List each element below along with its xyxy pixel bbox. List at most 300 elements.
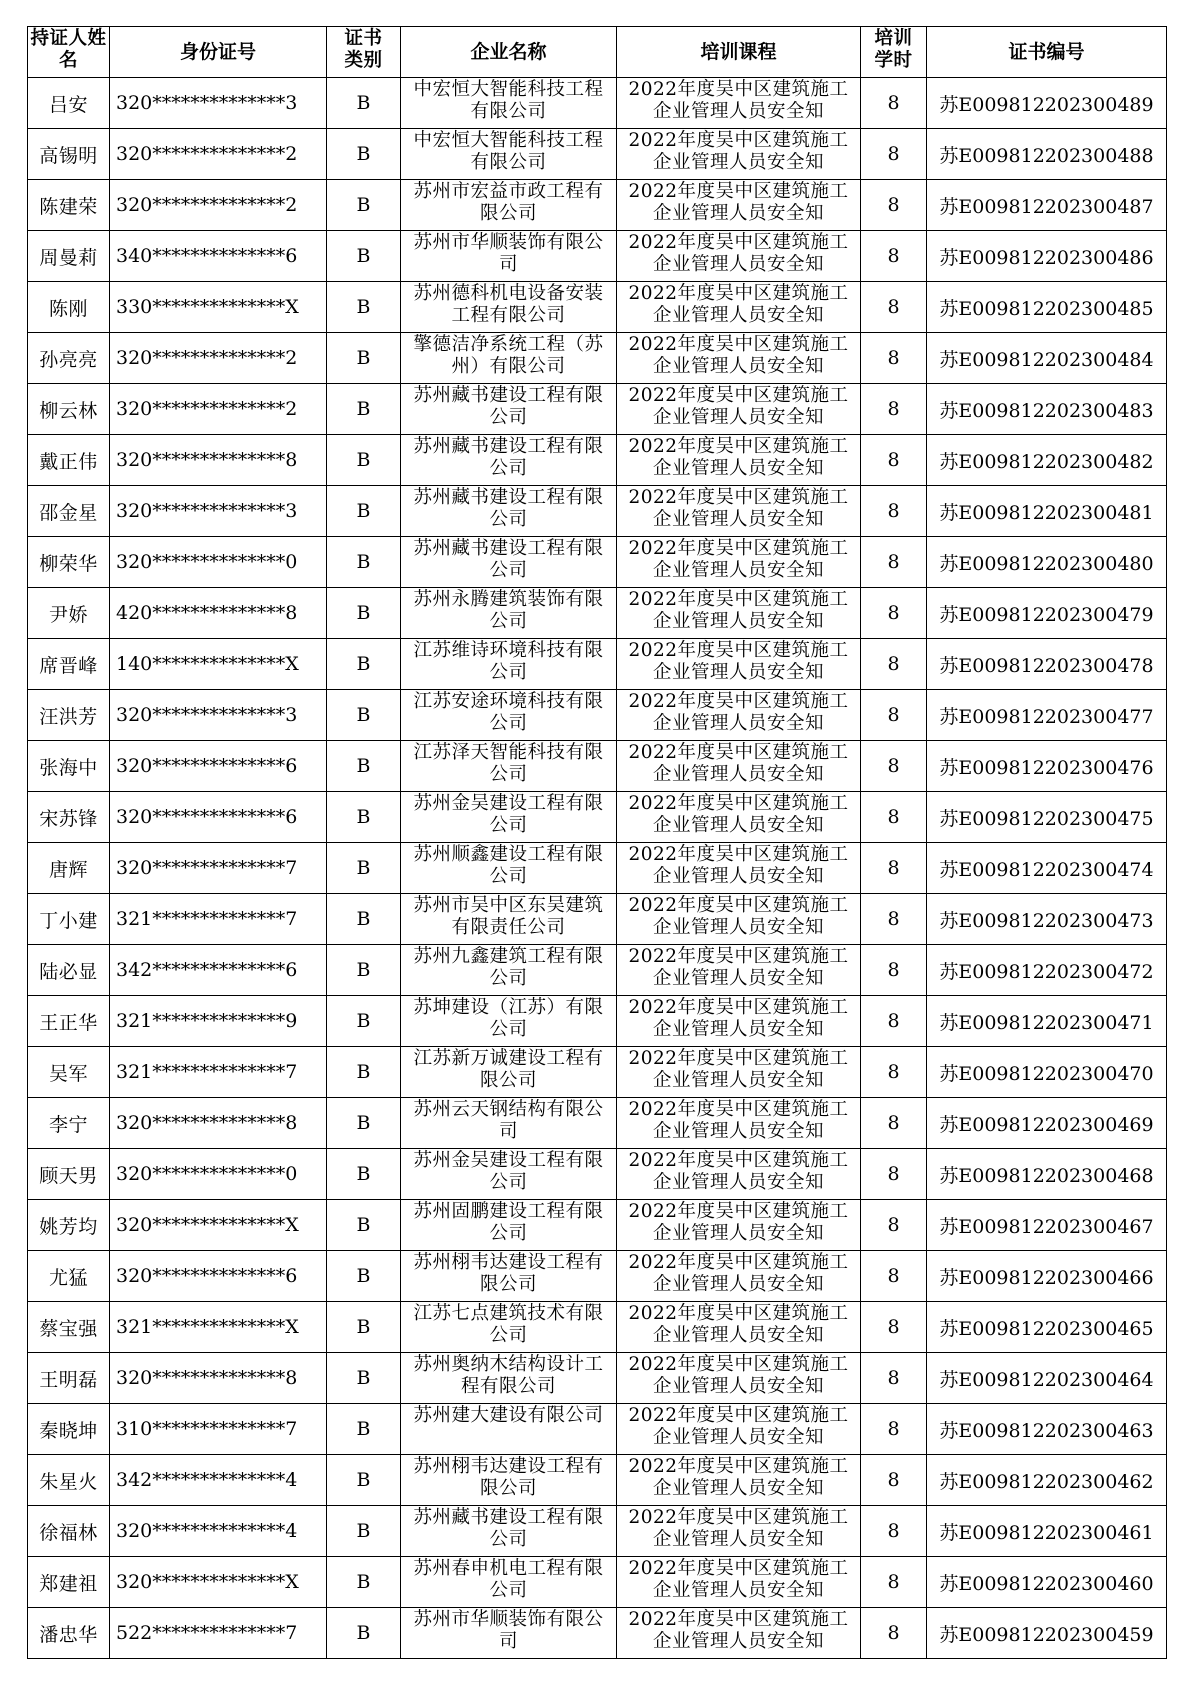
company-name: 苏州市华顺装饰有限公司 bbox=[413, 1609, 604, 1652]
company-name-cell bbox=[401, 180, 617, 231]
table-row bbox=[28, 1047, 1167, 1098]
training-hours-cell: 8 bbox=[861, 894, 927, 945]
certificate-type-cell: B bbox=[327, 282, 401, 333]
training-course: 2022年度吴中区建筑施工企业管理人员安全知 bbox=[628, 538, 849, 581]
training-course-cell bbox=[617, 435, 861, 486]
holder-name-cell: 顾天男 bbox=[28, 1149, 110, 1200]
training-hours-cell: 8 bbox=[861, 741, 927, 792]
table-row bbox=[28, 231, 1167, 282]
company-name: 苏州栩韦达建设工程有限公司 bbox=[413, 1456, 604, 1499]
company-name: 苏州栩韦达建设工程有限公司 bbox=[413, 1252, 604, 1295]
holder-name-cell: 宋苏锋 bbox=[28, 792, 110, 843]
holder-name-cell: 徐福林 bbox=[28, 1506, 110, 1557]
training-hours-cell: 8 bbox=[861, 588, 927, 639]
certificate-type-cell: B bbox=[327, 996, 401, 1047]
id-number-cell: 320**************6 bbox=[110, 792, 327, 843]
certificate-type-cell: B bbox=[327, 384, 401, 435]
training-course-cell bbox=[617, 1302, 861, 1353]
id-number-cell: 320**************6 bbox=[110, 1251, 327, 1302]
header-row bbox=[28, 27, 1167, 78]
certificate-number-cell: 苏E009812202300487 bbox=[927, 180, 1167, 231]
certificate-type-cell: B bbox=[327, 1353, 401, 1404]
training-course: 2022年度吴中区建筑施工企业管理人员安全知 bbox=[628, 1099, 849, 1142]
training-hours-cell: 8 bbox=[861, 792, 927, 843]
id-number-cell: 140**************X bbox=[110, 639, 327, 690]
id-number-cell: 320**************3 bbox=[110, 486, 327, 537]
company-name-cell bbox=[401, 588, 617, 639]
company-name-cell bbox=[401, 792, 617, 843]
table-row bbox=[28, 1200, 1167, 1251]
training-course-cell bbox=[617, 843, 861, 894]
header-cert-no: 证书编号 bbox=[927, 27, 1167, 78]
company-name-cell bbox=[401, 1149, 617, 1200]
certificate-type-cell: B bbox=[327, 180, 401, 231]
table-row bbox=[28, 690, 1167, 741]
training-course-cell bbox=[617, 384, 861, 435]
company-name-cell bbox=[401, 129, 617, 180]
certificate-number-cell: 苏E009812202300470 bbox=[927, 1047, 1167, 1098]
header-hours-label: 培训学时 bbox=[874, 28, 913, 71]
certificate-type-cell: B bbox=[327, 690, 401, 741]
table-row bbox=[28, 1506, 1167, 1557]
training-course-cell bbox=[617, 945, 861, 996]
training-course-cell bbox=[617, 741, 861, 792]
certificate-number-cell: 苏E009812202300482 bbox=[927, 435, 1167, 486]
certificate-number-cell: 苏E009812202300483 bbox=[927, 384, 1167, 435]
certificate-table bbox=[27, 26, 1167, 1659]
training-course: 2022年度吴中区建筑施工企业管理人员安全知 bbox=[628, 385, 849, 428]
company-name-cell bbox=[401, 537, 617, 588]
header-course: 培训课程 bbox=[617, 27, 861, 78]
id-number-cell: 321**************7 bbox=[110, 1047, 327, 1098]
certificate-type-cell: B bbox=[327, 1506, 401, 1557]
company-name-cell bbox=[401, 996, 617, 1047]
training-course-cell bbox=[617, 1557, 861, 1608]
certificate-type-cell: B bbox=[327, 1455, 401, 1506]
certificate-type-cell: B bbox=[327, 333, 401, 384]
certificate-type-cell: B bbox=[327, 1557, 401, 1608]
header-company: 企业名称 bbox=[401, 27, 617, 78]
company-name-cell bbox=[401, 231, 617, 282]
holder-name-cell: 柳荣华 bbox=[28, 537, 110, 588]
company-name-cell bbox=[401, 1302, 617, 1353]
certificate-number-cell: 苏E009812202300474 bbox=[927, 843, 1167, 894]
id-number-cell: 320**************6 bbox=[110, 741, 327, 792]
company-name-cell bbox=[401, 282, 617, 333]
holder-name-cell: 唐辉 bbox=[28, 843, 110, 894]
training-hours-cell: 8 bbox=[861, 843, 927, 894]
company-name-cell bbox=[401, 1404, 617, 1455]
company-name: 苏州藏书建设工程有限公司 bbox=[413, 1507, 604, 1550]
id-number-cell: 420**************8 bbox=[110, 588, 327, 639]
company-name-cell bbox=[401, 78, 617, 129]
certificate-type-cell: B bbox=[327, 1200, 401, 1251]
certificate-number-cell: 苏E009812202300476 bbox=[927, 741, 1167, 792]
holder-name-cell: 丁小建 bbox=[28, 894, 110, 945]
training-course: 2022年度吴中区建筑施工企业管理人员安全知 bbox=[628, 130, 849, 173]
table-row bbox=[28, 1251, 1167, 1302]
holder-name-cell: 陈刚 bbox=[28, 282, 110, 333]
training-hours-cell: 8 bbox=[861, 996, 927, 1047]
certificate-number-cell: 苏E009812202300472 bbox=[927, 945, 1167, 996]
table-row bbox=[28, 996, 1167, 1047]
holder-name-cell: 孙亮亮 bbox=[28, 333, 110, 384]
training-course-cell bbox=[617, 537, 861, 588]
certificate-number-cell: 苏E009812202300481 bbox=[927, 486, 1167, 537]
certificate-number-cell: 苏E009812202300480 bbox=[927, 537, 1167, 588]
training-hours-cell: 8 bbox=[861, 78, 927, 129]
company-name: 江苏泽天智能科技有限公司 bbox=[413, 742, 604, 785]
training-course-cell bbox=[617, 792, 861, 843]
company-name-cell bbox=[401, 1251, 617, 1302]
company-name: 江苏七点建筑技术有限公司 bbox=[413, 1303, 604, 1346]
company-name: 苏州藏书建设工程有限公司 bbox=[413, 487, 604, 530]
company-name-cell bbox=[401, 690, 617, 741]
table-body bbox=[28, 78, 1167, 1659]
id-number-cell: 342**************6 bbox=[110, 945, 327, 996]
training-hours-cell: 8 bbox=[861, 639, 927, 690]
training-course-cell bbox=[617, 1047, 861, 1098]
company-name: 苏州九鑫建筑工程有限公司 bbox=[413, 946, 604, 989]
training-course: 2022年度吴中区建筑施工企业管理人员安全知 bbox=[628, 640, 849, 683]
training-course-cell bbox=[617, 690, 861, 741]
certificate-number-cell: 苏E009812202300471 bbox=[927, 996, 1167, 1047]
company-name-cell bbox=[401, 843, 617, 894]
id-number-cell: 320**************3 bbox=[110, 690, 327, 741]
holder-name-cell: 陈建荣 bbox=[28, 180, 110, 231]
training-course: 2022年度吴中区建筑施工企业管理人员安全知 bbox=[628, 436, 849, 479]
company-name-cell bbox=[401, 1455, 617, 1506]
certificate-type-cell: B bbox=[327, 945, 401, 996]
training-course: 2022年度吴中区建筑施工企业管理人员安全知 bbox=[628, 1150, 849, 1193]
company-name-cell bbox=[401, 1608, 617, 1659]
training-course-cell bbox=[617, 1200, 861, 1251]
training-hours-cell: 8 bbox=[861, 1149, 927, 1200]
certificate-type-cell: B bbox=[327, 231, 401, 282]
training-course: 2022年度吴中区建筑施工企业管理人员安全知 bbox=[628, 1456, 849, 1499]
training-hours-cell: 8 bbox=[861, 333, 927, 384]
training-course-cell bbox=[617, 1608, 861, 1659]
training-hours-cell: 8 bbox=[861, 1557, 927, 1608]
training-hours-cell: 8 bbox=[861, 945, 927, 996]
company-name-cell bbox=[401, 1506, 617, 1557]
certificate-number-cell: 苏E009812202300484 bbox=[927, 333, 1167, 384]
certificate-type-cell: B bbox=[327, 1098, 401, 1149]
id-number-cell: 320**************7 bbox=[110, 843, 327, 894]
certificate-number-cell: 苏E009812202300465 bbox=[927, 1302, 1167, 1353]
table-row bbox=[28, 1302, 1167, 1353]
training-hours-cell: 8 bbox=[861, 1353, 927, 1404]
company-name: 苏州云天钢结构有限公司 bbox=[413, 1099, 604, 1142]
training-hours-cell: 8 bbox=[861, 129, 927, 180]
certificate-type-cell: B bbox=[327, 1149, 401, 1200]
training-course: 2022年度吴中区建筑施工企业管理人员安全知 bbox=[628, 1252, 849, 1295]
holder-name-cell: 王明磊 bbox=[28, 1353, 110, 1404]
training-course-cell bbox=[617, 639, 861, 690]
id-number-cell: 320**************8 bbox=[110, 1353, 327, 1404]
holder-name-cell: 郑建祖 bbox=[28, 1557, 110, 1608]
certificate-number-cell: 苏E009812202300469 bbox=[927, 1098, 1167, 1149]
certificate-number-cell: 苏E009812202300459 bbox=[927, 1608, 1167, 1659]
training-hours-cell: 8 bbox=[861, 1251, 927, 1302]
training-course: 2022年度吴中区建筑施工企业管理人员安全知 bbox=[628, 181, 849, 224]
table-row bbox=[28, 129, 1167, 180]
company-name-cell bbox=[401, 435, 617, 486]
header-hours bbox=[861, 27, 927, 78]
company-name-cell bbox=[401, 894, 617, 945]
certificate-number-cell: 苏E009812202300466 bbox=[927, 1251, 1167, 1302]
table-row bbox=[28, 741, 1167, 792]
training-course-cell bbox=[617, 1506, 861, 1557]
training-course: 2022年度吴中区建筑施工企业管理人员安全知 bbox=[628, 1048, 849, 1091]
company-name-cell bbox=[401, 384, 617, 435]
training-course-cell bbox=[617, 1251, 861, 1302]
table-row bbox=[28, 333, 1167, 384]
company-name-cell bbox=[401, 1353, 617, 1404]
holder-name-cell: 朱星火 bbox=[28, 1455, 110, 1506]
certificate-number-cell: 苏E009812202300460 bbox=[927, 1557, 1167, 1608]
holder-name-cell: 周曼莉 bbox=[28, 231, 110, 282]
training-course: 2022年度吴中区建筑施工企业管理人员安全知 bbox=[628, 691, 849, 734]
training-course: 2022年度吴中区建筑施工企业管理人员安全知 bbox=[628, 232, 849, 275]
company-name: 苏州建大建设有限公司 bbox=[413, 1405, 604, 1426]
id-number-cell: 321**************7 bbox=[110, 894, 327, 945]
company-name-cell bbox=[401, 945, 617, 996]
table-row bbox=[28, 843, 1167, 894]
company-name-cell bbox=[401, 1557, 617, 1608]
table-row bbox=[28, 537, 1167, 588]
holder-name-cell: 陆必显 bbox=[28, 945, 110, 996]
training-course: 2022年度吴中区建筑施工企业管理人员安全知 bbox=[628, 1609, 849, 1652]
header-name bbox=[28, 27, 110, 78]
holder-name-cell: 吕安 bbox=[28, 78, 110, 129]
id-number-cell: 320**************3 bbox=[110, 78, 327, 129]
certificate-type-cell: B bbox=[327, 78, 401, 129]
training-course: 2022年度吴中区建筑施工企业管理人员安全知 bbox=[628, 844, 849, 887]
holder-name-cell: 张海中 bbox=[28, 741, 110, 792]
id-number-cell: 321**************X bbox=[110, 1302, 327, 1353]
training-hours-cell: 8 bbox=[861, 1200, 927, 1251]
training-hours-cell: 8 bbox=[861, 435, 927, 486]
table-row bbox=[28, 486, 1167, 537]
company-name: 苏州藏书建设工程有限公司 bbox=[413, 436, 604, 479]
training-hours-cell: 8 bbox=[861, 1506, 927, 1557]
company-name-cell bbox=[401, 1047, 617, 1098]
training-hours-cell: 8 bbox=[861, 1404, 927, 1455]
company-name: 苏州奥纳木结构设计工程有限公司 bbox=[413, 1354, 604, 1397]
training-course: 2022年度吴中区建筑施工企业管理人员安全知 bbox=[628, 1201, 849, 1244]
training-hours-cell: 8 bbox=[861, 384, 927, 435]
certificate-number-cell: 苏E009812202300468 bbox=[927, 1149, 1167, 1200]
certificate-type-cell: B bbox=[327, 894, 401, 945]
company-name: 中宏恒大智能科技工程有限公司 bbox=[413, 79, 604, 122]
training-course-cell bbox=[617, 486, 861, 537]
certificate-type-cell: B bbox=[327, 537, 401, 588]
training-hours-cell: 8 bbox=[861, 1047, 927, 1098]
company-name: 苏州永腾建筑装饰有限公司 bbox=[413, 589, 604, 632]
certificate-number-cell: 苏E009812202300486 bbox=[927, 231, 1167, 282]
certificate-number-cell: 苏E009812202300478 bbox=[927, 639, 1167, 690]
company-name: 苏州藏书建设工程有限公司 bbox=[413, 538, 604, 581]
training-course-cell bbox=[617, 1149, 861, 1200]
table-row bbox=[28, 435, 1167, 486]
holder-name-cell: 秦晓坤 bbox=[28, 1404, 110, 1455]
table-row bbox=[28, 639, 1167, 690]
table-row bbox=[28, 588, 1167, 639]
table-row bbox=[28, 1455, 1167, 1506]
company-name-cell bbox=[401, 1098, 617, 1149]
company-name: 苏州金吴建设工程有限公司 bbox=[413, 1150, 604, 1193]
training-course-cell bbox=[617, 1353, 861, 1404]
company-name-cell bbox=[401, 486, 617, 537]
certificate-type-cell: B bbox=[327, 1404, 401, 1455]
company-name: 苏州市宏益市政工程有限公司 bbox=[413, 181, 604, 224]
holder-name-cell: 尤猛 bbox=[28, 1251, 110, 1302]
holder-name-cell: 蔡宝强 bbox=[28, 1302, 110, 1353]
id-number-cell: 320**************4 bbox=[110, 1506, 327, 1557]
certificate-type-cell: B bbox=[327, 588, 401, 639]
id-number-cell: 320**************X bbox=[110, 1200, 327, 1251]
header-cert-type-label: 证书类别 bbox=[344, 28, 383, 71]
company-name: 苏州藏书建设工程有限公司 bbox=[413, 385, 604, 428]
table-row bbox=[28, 894, 1167, 945]
certificate-number-cell: 苏E009812202300461 bbox=[927, 1506, 1167, 1557]
id-number-cell: 321**************9 bbox=[110, 996, 327, 1047]
training-course-cell bbox=[617, 996, 861, 1047]
certificate-number-cell: 苏E009812202300477 bbox=[927, 690, 1167, 741]
id-number-cell: 320**************8 bbox=[110, 435, 327, 486]
holder-name-cell: 潘忠华 bbox=[28, 1608, 110, 1659]
table-row bbox=[28, 180, 1167, 231]
table-row bbox=[28, 1557, 1167, 1608]
certificate-type-cell: B bbox=[327, 1608, 401, 1659]
certificate-number-cell: 苏E009812202300479 bbox=[927, 588, 1167, 639]
certificate-number-cell: 苏E009812202300463 bbox=[927, 1404, 1167, 1455]
certificate-type-cell: B bbox=[327, 129, 401, 180]
training-course-cell bbox=[617, 78, 861, 129]
id-number-cell: 320**************2 bbox=[110, 180, 327, 231]
certificate-type-cell: B bbox=[327, 1302, 401, 1353]
certificate-number-cell: 苏E009812202300464 bbox=[927, 1353, 1167, 1404]
certificate-type-cell: B bbox=[327, 435, 401, 486]
company-name: 江苏安途环境科技有限公司 bbox=[413, 691, 604, 734]
company-name-cell bbox=[401, 639, 617, 690]
holder-name-cell: 吴军 bbox=[28, 1047, 110, 1098]
certificate-number-cell: 苏E009812202300488 bbox=[927, 129, 1167, 180]
training-course: 2022年度吴中区建筑施工企业管理人员安全知 bbox=[628, 793, 849, 836]
company-name-cell bbox=[401, 1200, 617, 1251]
header-cert-type bbox=[327, 27, 401, 78]
table-row bbox=[28, 384, 1167, 435]
training-course: 2022年度吴中区建筑施工企业管理人员安全知 bbox=[628, 895, 849, 938]
id-number-cell: 320**************2 bbox=[110, 129, 327, 180]
training-hours-cell: 8 bbox=[861, 1302, 927, 1353]
holder-name-cell: 邵金星 bbox=[28, 486, 110, 537]
training-hours-cell: 8 bbox=[861, 1455, 927, 1506]
holder-name-cell: 尹娇 bbox=[28, 588, 110, 639]
training-course-cell bbox=[617, 1404, 861, 1455]
company-name: 江苏维诗环境科技有限公司 bbox=[413, 640, 604, 683]
holder-name-cell: 姚芳均 bbox=[28, 1200, 110, 1251]
company-name: 苏州市吴中区东吴建筑有限责任公司 bbox=[413, 895, 604, 938]
training-hours-cell: 8 bbox=[861, 1608, 927, 1659]
table-row bbox=[28, 792, 1167, 843]
training-course: 2022年度吴中区建筑施工企业管理人员安全知 bbox=[628, 742, 849, 785]
id-number-cell: 320**************0 bbox=[110, 537, 327, 588]
training-course: 2022年度吴中区建筑施工企业管理人员安全知 bbox=[628, 1405, 849, 1448]
table-row bbox=[28, 1149, 1167, 1200]
certificate-type-cell: B bbox=[327, 741, 401, 792]
table-row bbox=[28, 78, 1167, 129]
training-course-cell bbox=[617, 231, 861, 282]
id-number-cell: 330**************X bbox=[110, 282, 327, 333]
company-name: 苏州固鹏建设工程有限公司 bbox=[413, 1201, 604, 1244]
table-row bbox=[28, 1353, 1167, 1404]
certificate-number-cell: 苏E009812202300467 bbox=[927, 1200, 1167, 1251]
holder-name-cell: 戴正伟 bbox=[28, 435, 110, 486]
certificate-type-cell: B bbox=[327, 792, 401, 843]
training-hours-cell: 8 bbox=[861, 180, 927, 231]
training-hours-cell: 8 bbox=[861, 690, 927, 741]
training-course: 2022年度吴中区建筑施工企业管理人员安全知 bbox=[628, 1354, 849, 1397]
certificate-number-cell: 苏E009812202300462 bbox=[927, 1455, 1167, 1506]
training-course: 2022年度吴中区建筑施工企业管理人员安全知 bbox=[628, 283, 849, 326]
table-row bbox=[28, 282, 1167, 333]
certificate-type-cell: B bbox=[327, 639, 401, 690]
holder-name-cell: 汪洪芳 bbox=[28, 690, 110, 741]
training-course: 2022年度吴中区建筑施工企业管理人员安全知 bbox=[628, 79, 849, 122]
certificate-number-cell: 苏E009812202300475 bbox=[927, 792, 1167, 843]
holder-name-cell: 高锡明 bbox=[28, 129, 110, 180]
table-row bbox=[28, 1098, 1167, 1149]
training-course-cell bbox=[617, 333, 861, 384]
company-name: 中宏恒大智能科技工程有限公司 bbox=[413, 130, 604, 173]
company-name: 苏州德科机电设备安装工程有限公司 bbox=[413, 283, 604, 326]
id-number-cell: 320**************8 bbox=[110, 1098, 327, 1149]
holder-name-cell: 柳云林 bbox=[28, 384, 110, 435]
training-hours-cell: 8 bbox=[861, 282, 927, 333]
holder-name-cell: 李宁 bbox=[28, 1098, 110, 1149]
training-hours-cell: 8 bbox=[861, 231, 927, 282]
training-course-cell bbox=[617, 1455, 861, 1506]
certificate-type-cell: B bbox=[327, 843, 401, 894]
training-course: 2022年度吴中区建筑施工企业管理人员安全知 bbox=[628, 997, 849, 1040]
table-row bbox=[28, 945, 1167, 996]
certificate-number-cell: 苏E009812202300485 bbox=[927, 282, 1167, 333]
training-course: 2022年度吴中区建筑施工企业管理人员安全知 bbox=[628, 946, 849, 989]
company-name: 苏州市华顺装饰有限公司 bbox=[413, 232, 604, 275]
training-course: 2022年度吴中区建筑施工企业管理人员安全知 bbox=[628, 589, 849, 632]
holder-name-cell: 席晋峰 bbox=[28, 639, 110, 690]
company-name: 苏坤建设（江苏）有限公司 bbox=[413, 997, 604, 1040]
company-name: 苏州金吴建设工程有限公司 bbox=[413, 793, 604, 836]
id-number-cell: 340**************6 bbox=[110, 231, 327, 282]
training-hours-cell: 8 bbox=[861, 537, 927, 588]
id-number-cell: 342**************4 bbox=[110, 1455, 327, 1506]
certificate-type-cell: B bbox=[327, 1047, 401, 1098]
training-course: 2022年度吴中区建筑施工企业管理人员安全知 bbox=[628, 1558, 849, 1601]
company-name: 擎德洁净系统工程（苏州）有限公司 bbox=[413, 334, 604, 377]
training-course: 2022年度吴中区建筑施工企业管理人员安全知 bbox=[628, 1507, 849, 1550]
company-name: 苏州春申机电工程有限公司 bbox=[413, 1558, 604, 1601]
training-course-cell bbox=[617, 180, 861, 231]
company-name: 苏州顺鑫建设工程有限公司 bbox=[413, 844, 604, 887]
company-name: 江苏新万诚建设工程有限公司 bbox=[413, 1048, 604, 1091]
training-hours-cell: 8 bbox=[861, 486, 927, 537]
certificate-type-cell: B bbox=[327, 486, 401, 537]
training-course-cell bbox=[617, 894, 861, 945]
training-course-cell bbox=[617, 588, 861, 639]
